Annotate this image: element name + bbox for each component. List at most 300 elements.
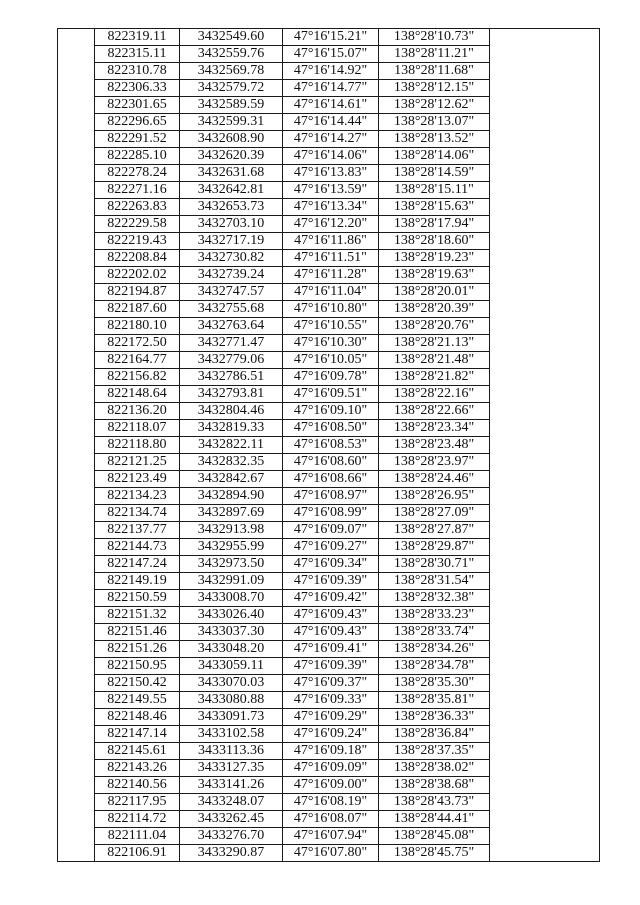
northing-cell: 3432973.50 [180,556,283,573]
easting-cell: 822319.11 [95,29,180,46]
latitude-cell: 47°16'15.07" [283,46,379,63]
northing-cell: 3432620.39 [180,148,283,165]
right-margin-cell [490,522,600,539]
latitude-cell: 47°16'09.43" [283,607,379,624]
table-row [58,182,600,199]
longitude-cell: 138°28'38.68" [379,777,490,794]
longitude-cell: 138°28'20.39" [379,301,490,318]
easting-cell: 822150.59 [95,590,180,607]
table-row [58,454,600,471]
table-row [58,80,600,97]
right-margin-cell [490,199,600,216]
left-margin-cell [58,97,95,114]
left-margin-cell [58,199,95,216]
northing-cell: 3433290.87 [180,845,283,862]
left-margin-cell [58,46,95,63]
left-margin-cell [58,726,95,743]
easting-cell: 822208.84 [95,250,180,267]
left-margin-cell [58,301,95,318]
table-row [58,726,600,743]
latitude-cell: 47°16'15.21" [283,29,379,46]
northing-cell: 3432894.90 [180,488,283,505]
northing-cell: 3432589.59 [180,97,283,114]
left-margin-cell [58,743,95,760]
longitude-cell: 138°28'35.81" [379,692,490,709]
right-margin-cell [490,641,600,658]
northing-cell: 3433008.70 [180,590,283,607]
coordinates-table-body [58,29,600,862]
table-row [58,573,600,590]
northing-cell: 3432793.81 [180,386,283,403]
easting-cell: 822106.91 [95,845,180,862]
easting-cell: 822229.58 [95,216,180,233]
easting-cell: 822148.46 [95,709,180,726]
latitude-cell: 47°16'09.34" [283,556,379,573]
left-margin-cell [58,811,95,828]
longitude-cell: 138°28'23.34" [379,420,490,437]
easting-cell: 822180.10 [95,318,180,335]
right-margin-cell [490,216,600,233]
easting-cell: 822296.65 [95,114,180,131]
northing-cell: 3432991.09 [180,573,283,590]
left-margin-cell [58,641,95,658]
table-row [58,318,600,335]
easting-cell: 822111.04 [95,828,180,845]
latitude-cell: 47°16'10.30" [283,335,379,352]
northing-cell: 3432559.76 [180,46,283,63]
northing-cell: 3433248.07 [180,794,283,811]
table-row [58,471,600,488]
northing-cell: 3433070.03 [180,675,283,692]
easting-cell: 822145.61 [95,743,180,760]
right-margin-cell [490,760,600,777]
left-margin-cell [58,505,95,522]
northing-cell: 3432717.19 [180,233,283,250]
left-margin-cell [58,522,95,539]
right-margin-cell [490,131,600,148]
table-row [58,301,600,318]
longitude-cell: 138°28'30.71" [379,556,490,573]
easting-cell: 822150.42 [95,675,180,692]
left-margin-cell [58,369,95,386]
longitude-cell: 138°28'22.16" [379,386,490,403]
northing-cell: 3433262.45 [180,811,283,828]
right-margin-cell [490,114,600,131]
easting-cell: 822140.56 [95,777,180,794]
table-row [58,46,600,63]
left-margin-cell [58,556,95,573]
northing-cell: 3432608.90 [180,131,283,148]
left-margin-cell [58,471,95,488]
northing-cell: 3433080.88 [180,692,283,709]
longitude-cell: 138°28'17.94" [379,216,490,233]
easting-cell: 822164.77 [95,352,180,369]
northing-cell: 3432804.46 [180,403,283,420]
longitude-cell: 138°28'21.48" [379,352,490,369]
table-row [58,352,600,369]
longitude-cell: 138°28'21.82" [379,369,490,386]
table-row [58,845,600,862]
right-margin-cell [490,828,600,845]
table-row [58,148,600,165]
northing-cell: 3432653.73 [180,199,283,216]
left-margin-cell [58,794,95,811]
left-margin-cell [58,760,95,777]
latitude-cell: 47°16'10.05" [283,352,379,369]
table-row [58,794,600,811]
easting-cell: 822271.16 [95,182,180,199]
easting-cell: 822291.52 [95,131,180,148]
northing-cell: 3433091.73 [180,709,283,726]
easting-cell: 822123.49 [95,471,180,488]
longitude-cell: 138°28'12.62" [379,97,490,114]
longitude-cell: 138°28'38.02" [379,760,490,777]
latitude-cell: 47°16'08.19" [283,794,379,811]
left-margin-cell [58,233,95,250]
left-margin-cell [58,63,95,80]
right-margin-cell [490,63,600,80]
easting-cell: 822136.20 [95,403,180,420]
latitude-cell: 47°16'14.92" [283,63,379,80]
latitude-cell: 47°16'09.51" [283,386,379,403]
latitude-cell: 47°16'11.28" [283,267,379,284]
latitude-cell: 47°16'07.94" [283,828,379,845]
left-margin-cell [58,80,95,97]
northing-cell: 3433276.70 [180,828,283,845]
longitude-cell: 138°28'27.09" [379,505,490,522]
easting-cell: 822278.24 [95,165,180,182]
table-row [58,199,600,216]
longitude-cell: 138°28'19.23" [379,250,490,267]
table-row [58,675,600,692]
longitude-cell: 138°28'33.74" [379,624,490,641]
longitude-cell: 138°28'23.97" [379,454,490,471]
table-row [58,828,600,845]
longitude-cell: 138°28'45.08" [379,828,490,845]
left-margin-cell [58,267,95,284]
table-row [58,641,600,658]
easting-cell: 822149.19 [95,573,180,590]
easting-cell: 822151.32 [95,607,180,624]
northing-cell: 3433113.36 [180,743,283,760]
left-margin-cell [58,386,95,403]
easting-cell: 822147.14 [95,726,180,743]
right-margin-cell [490,726,600,743]
right-margin-cell [490,97,600,114]
northing-cell: 3432832.35 [180,454,283,471]
latitude-cell: 47°16'10.80" [283,301,379,318]
left-margin-cell [58,658,95,675]
easting-cell: 822148.64 [95,386,180,403]
northing-cell: 3432730.82 [180,250,283,267]
right-margin-cell [490,318,600,335]
northing-cell: 3432786.51 [180,369,283,386]
latitude-cell: 47°16'08.50" [283,420,379,437]
longitude-cell: 138°28'31.54" [379,573,490,590]
northing-cell: 3432739.24 [180,267,283,284]
left-margin-cell [58,131,95,148]
table-row [58,760,600,777]
right-margin-cell [490,420,600,437]
table-row [58,335,600,352]
longitude-cell: 138°28'10.73" [379,29,490,46]
latitude-cell: 47°16'09.09" [283,760,379,777]
table-row [58,97,600,114]
right-margin-cell [490,794,600,811]
left-margin-cell [58,420,95,437]
northing-cell: 3432755.68 [180,301,283,318]
table-row [58,488,600,505]
table-row [58,522,600,539]
table-row [58,607,600,624]
longitude-cell: 138°28'20.01" [379,284,490,301]
latitude-cell: 47°16'08.97" [283,488,379,505]
left-margin-cell [58,165,95,182]
northing-cell: 3432579.72 [180,80,283,97]
table-row [58,624,600,641]
table-row [58,420,600,437]
easting-cell: 822134.74 [95,505,180,522]
northing-cell: 3432819.33 [180,420,283,437]
northing-cell: 3432822.11 [180,437,283,454]
latitude-cell: 47°16'09.27" [283,539,379,556]
easting-cell: 822310.78 [95,63,180,80]
longitude-cell: 138°28'44.41" [379,811,490,828]
longitude-cell: 138°28'12.15" [379,80,490,97]
right-margin-cell [490,29,600,46]
northing-cell: 3432771.47 [180,335,283,352]
right-margin-cell [490,658,600,675]
easting-cell: 822149.55 [95,692,180,709]
right-margin-cell [490,743,600,760]
latitude-cell: 47°16'09.29" [283,709,379,726]
table-row [58,777,600,794]
right-margin-cell [490,845,600,862]
latitude-cell: 47°16'11.86" [283,233,379,250]
latitude-cell: 47°16'09.18" [283,743,379,760]
right-margin-cell [490,352,600,369]
latitude-cell: 47°16'09.41" [283,641,379,658]
table-row [58,692,600,709]
left-margin-cell [58,318,95,335]
northing-cell: 3432569.78 [180,63,283,80]
left-margin-cell [58,539,95,556]
right-margin-cell [490,250,600,267]
latitude-cell: 47°16'09.10" [283,403,379,420]
easting-cell: 822219.43 [95,233,180,250]
longitude-cell: 138°28'27.87" [379,522,490,539]
latitude-cell: 47°16'08.60" [283,454,379,471]
left-margin-cell [58,828,95,845]
longitude-cell: 138°28'20.76" [379,318,490,335]
northing-cell: 3433141.26 [180,777,283,794]
easting-cell: 822187.60 [95,301,180,318]
northing-cell: 3432549.60 [180,29,283,46]
latitude-cell: 47°16'13.59" [283,182,379,199]
latitude-cell: 47°16'09.37" [283,675,379,692]
northing-cell: 3433048.20 [180,641,283,658]
longitude-cell: 138°28'23.48" [379,437,490,454]
right-margin-cell [490,80,600,97]
table-row [58,437,600,454]
latitude-cell: 47°16'09.42" [283,590,379,607]
northing-cell: 3433059.11 [180,658,283,675]
longitude-cell: 138°28'19.63" [379,267,490,284]
right-margin-cell [490,692,600,709]
latitude-cell: 47°16'14.44" [283,114,379,131]
table-row [58,114,600,131]
right-margin-cell [490,386,600,403]
longitude-cell: 138°28'29.87" [379,539,490,556]
table-row [58,590,600,607]
latitude-cell: 47°16'09.39" [283,658,379,675]
table-row [58,403,600,420]
longitude-cell: 138°28'33.23" [379,607,490,624]
latitude-cell: 47°16'09.78" [283,369,379,386]
easting-cell: 822172.50 [95,335,180,352]
right-margin-cell [490,811,600,828]
latitude-cell: 47°16'10.55" [283,318,379,335]
easting-cell: 822118.80 [95,437,180,454]
easting-cell: 822143.26 [95,760,180,777]
latitude-cell: 47°16'14.06" [283,148,379,165]
table-row [58,743,600,760]
latitude-cell: 47°16'14.61" [283,97,379,114]
northing-cell: 3432747.57 [180,284,283,301]
northing-cell: 3432913.98 [180,522,283,539]
latitude-cell: 47°16'09.00" [283,777,379,794]
left-margin-cell [58,692,95,709]
table-row [58,267,600,284]
northing-cell: 3432897.69 [180,505,283,522]
longitude-cell: 138°28'24.46" [379,471,490,488]
latitude-cell: 47°16'09.07" [283,522,379,539]
northing-cell: 3432703.10 [180,216,283,233]
easting-cell: 822156.82 [95,369,180,386]
northing-cell: 3432631.68 [180,165,283,182]
right-margin-cell [490,556,600,573]
left-margin-cell [58,675,95,692]
easting-cell: 822151.26 [95,641,180,658]
easting-cell: 822144.73 [95,539,180,556]
left-margin-cell [58,573,95,590]
left-margin-cell [58,709,95,726]
right-margin-cell [490,573,600,590]
latitude-cell: 47°16'09.43" [283,624,379,641]
right-margin-cell [490,148,600,165]
right-margin-cell [490,590,600,607]
northing-cell: 3433026.40 [180,607,283,624]
easting-cell: 822194.87 [95,284,180,301]
table-row [58,63,600,80]
longitude-cell: 138°28'11.21" [379,46,490,63]
left-margin-cell [58,182,95,199]
right-margin-cell [490,709,600,726]
table-row [58,709,600,726]
easting-cell: 822263.83 [95,199,180,216]
table-row [58,369,600,386]
longitude-cell: 138°28'15.11" [379,182,490,199]
right-margin-cell [490,233,600,250]
table-row [58,556,600,573]
coordinates-table [57,28,600,862]
right-margin-cell [490,437,600,454]
left-margin-cell [58,488,95,505]
latitude-cell: 47°16'09.24" [283,726,379,743]
left-margin-cell [58,777,95,794]
left-margin-cell [58,624,95,641]
longitude-cell: 138°28'26.95" [379,488,490,505]
longitude-cell: 138°28'13.52" [379,131,490,148]
easting-cell: 822202.02 [95,267,180,284]
latitude-cell: 47°16'14.27" [283,131,379,148]
longitude-cell: 138°28'34.26" [379,641,490,658]
easting-cell: 822114.72 [95,811,180,828]
latitude-cell: 47°16'13.34" [283,199,379,216]
latitude-cell: 47°16'11.51" [283,250,379,267]
easting-cell: 822117.95 [95,794,180,811]
latitude-cell: 47°16'09.39" [283,573,379,590]
easting-cell: 822150.95 [95,658,180,675]
table-row [58,539,600,556]
right-margin-cell [490,284,600,301]
latitude-cell: 47°16'08.99" [283,505,379,522]
northing-cell: 3433127.35 [180,760,283,777]
easting-cell: 822151.46 [95,624,180,641]
northing-cell: 3432955.99 [180,539,283,556]
longitude-cell: 138°28'13.07" [379,114,490,131]
left-margin-cell [58,148,95,165]
right-margin-cell [490,267,600,284]
right-margin-cell [490,675,600,692]
longitude-cell: 138°28'14.59" [379,165,490,182]
longitude-cell: 138°28'43.73" [379,794,490,811]
latitude-cell: 47°16'14.77" [283,80,379,97]
table-row [58,386,600,403]
left-margin-cell [58,335,95,352]
easting-cell: 822121.25 [95,454,180,471]
easting-cell: 822306.33 [95,80,180,97]
right-margin-cell [490,301,600,318]
longitude-cell: 138°28'22.66" [379,403,490,420]
right-margin-cell [490,539,600,556]
longitude-cell: 138°28'37.35" [379,743,490,760]
right-margin-cell [490,505,600,522]
latitude-cell: 47°16'09.33" [283,692,379,709]
easting-cell: 822147.24 [95,556,180,573]
right-margin-cell [490,607,600,624]
right-margin-cell [490,777,600,794]
left-margin-cell [58,114,95,131]
easting-cell: 822134.23 [95,488,180,505]
easting-cell: 822118.07 [95,420,180,437]
easting-cell: 822137.77 [95,522,180,539]
table-row [58,250,600,267]
left-margin-cell [58,250,95,267]
northing-cell: 3433102.58 [180,726,283,743]
northing-cell: 3432842.67 [180,471,283,488]
left-margin-cell [58,607,95,624]
right-margin-cell [490,369,600,386]
longitude-cell: 138°28'32.38" [379,590,490,607]
latitude-cell: 47°16'07.80" [283,845,379,862]
longitude-cell: 138°28'45.75" [379,845,490,862]
easting-cell: 822285.10 [95,148,180,165]
easting-cell: 822315.11 [95,46,180,63]
northing-cell: 3433037.30 [180,624,283,641]
northing-cell: 3432763.64 [180,318,283,335]
table-row [58,233,600,250]
